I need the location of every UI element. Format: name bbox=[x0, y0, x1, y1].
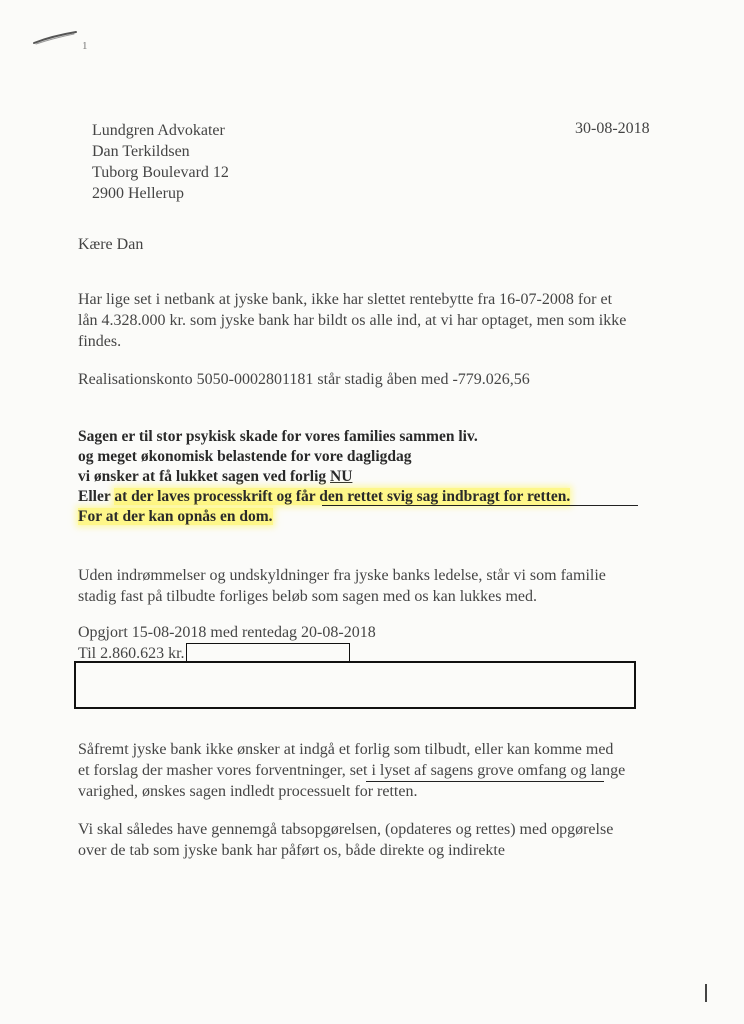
scan-artifact bbox=[705, 984, 707, 1002]
pen-stroke-mark bbox=[30, 28, 80, 48]
text-line: lån 4.328.000 kr. som jyske bank har bildt os alle ind, at vi har optaget, men som ikke bbox=[78, 312, 627, 329]
text-span: og lange bbox=[566, 762, 626, 779]
text-line bbox=[78, 507, 570, 527]
recipient-line: Tuborg Boulevard 12 bbox=[92, 164, 229, 181]
text-line: stadig fast på tilbudte forliges beløb som sagen med os kan lukkes med. bbox=[78, 588, 538, 605]
recipient-line: Dan Terkildsen bbox=[92, 143, 190, 160]
recipient-address bbox=[92, 120, 229, 204]
underlined-text: set i lyset af sagens grove omfang bbox=[349, 762, 567, 779]
text-line: findes. bbox=[78, 333, 122, 350]
settlement-block bbox=[78, 622, 376, 664]
highlighted-text: For at der kan opnås en dom. bbox=[78, 508, 273, 525]
text-line bbox=[78, 760, 625, 781]
redaction-box bbox=[74, 661, 636, 709]
recipient-line: 2900 Hellerup bbox=[92, 185, 184, 202]
text-line: Har lige set i netbank at jyske bank, ikke har slettet rentebytte fra 16-07-2008 for et bbox=[78, 291, 613, 308]
text-line: varighed, ønskes sagen indledt processuelt for retten. bbox=[78, 783, 418, 800]
text-line: Såfremt jyske bank ikke ønsker at indgå et forlig som tilbudt, eller kan komme med bbox=[78, 741, 614, 758]
page-number: 1 bbox=[82, 40, 88, 52]
text-line: Sagen er til stor psykisk skade for vores families sammen liv. bbox=[78, 428, 478, 445]
paragraph-netbank bbox=[78, 289, 626, 352]
handwritten-underline bbox=[366, 781, 604, 782]
highlighted-text: at der laves processkrift og får den rettet svig sag indbragt for retten. bbox=[114, 488, 571, 505]
text-line: Uden indrømmelser og undskyldninger fra jyske banks ledelse, står vi som familie bbox=[78, 567, 606, 584]
text-line bbox=[78, 467, 570, 487]
text-line: og meget økonomisk belastende for vore dagligdag bbox=[78, 448, 412, 465]
recipient-line: Lundgren Advokater bbox=[92, 122, 225, 139]
paragraph-admission bbox=[78, 565, 606, 607]
redaction-box bbox=[186, 643, 350, 662]
text-span: vi ønsker at få lukket sagen ved forlig bbox=[78, 468, 331, 485]
text-line bbox=[78, 487, 570, 507]
paragraph-account: Realisationskonto 5050-0002801181 står stadig åben med -779.026,56 bbox=[78, 371, 530, 388]
text-line: over de tab som jyske bank har påført os, både direkte og indirekte bbox=[78, 842, 505, 859]
text-span: et forslag der masher vores forventninger, bbox=[78, 762, 350, 779]
bold-statement bbox=[78, 427, 570, 527]
letter-date: 30-08-2018 bbox=[575, 120, 650, 137]
text-span: Eller bbox=[78, 488, 115, 505]
handwritten-underline bbox=[322, 505, 638, 506]
emphasis-now: NU bbox=[330, 468, 353, 485]
text-line: Vi skal således have gennemgå tabsopgørelsen, (opdateres og rettes) med opgørelse bbox=[78, 821, 614, 838]
text-line: Opgjort 15-08-2018 med rentedag 20-08-2018 bbox=[78, 624, 376, 641]
salutation: Kære Dan bbox=[78, 236, 144, 253]
settlement-amount: Til 2.860.623 kr. bbox=[78, 645, 185, 662]
paragraph-conditions bbox=[78, 739, 625, 802]
paragraph-loss-review bbox=[78, 819, 613, 861]
